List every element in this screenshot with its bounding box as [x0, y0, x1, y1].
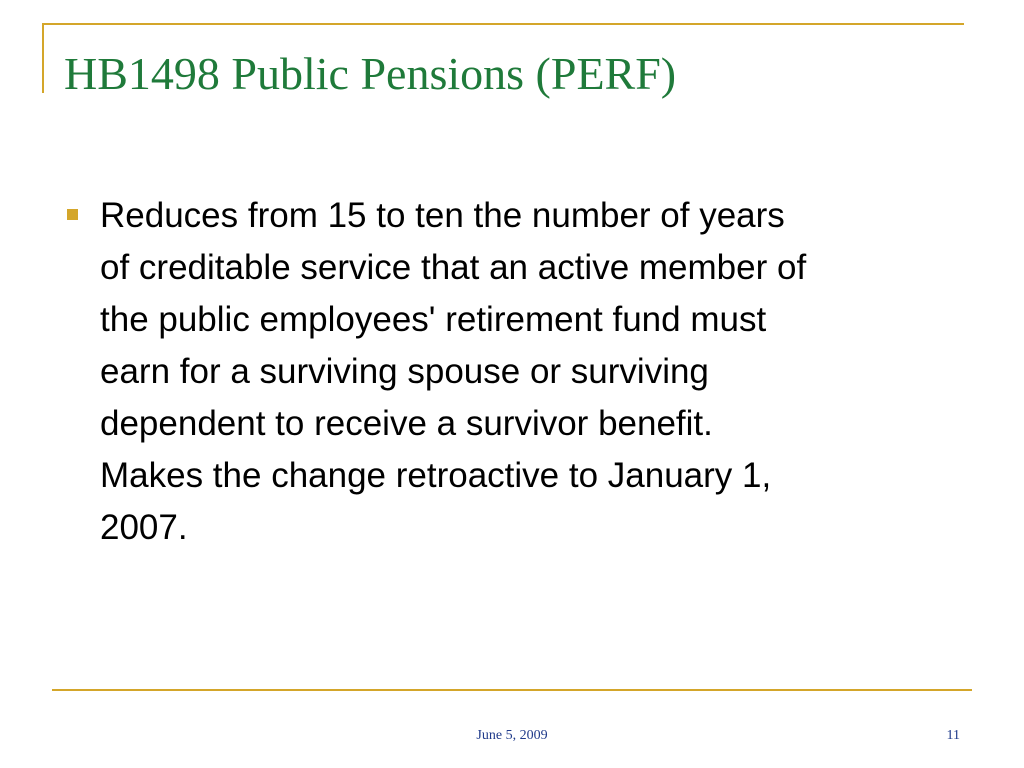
bullet-list: [62, 190, 972, 554]
bullet-line: the public employees' retirement fund must: [100, 300, 767, 339]
slide-title: HB1498 Public Pensions (PERF): [64, 48, 677, 99]
top-rule: [42, 23, 964, 25]
footer-date: June 5, 2009: [476, 728, 548, 743]
left-rule: [42, 23, 44, 93]
bullet-line: of creditable service that an active member of: [100, 248, 807, 287]
bullet-line: Makes the change retroactive to January 1,: [100, 456, 772, 495]
square-bullet-icon: [67, 209, 78, 220]
bullet-item: [62, 190, 972, 554]
bullet-line: dependent to receive a survivor benefit.: [100, 404, 713, 443]
bullet-line: 2007.: [100, 508, 188, 547]
bullet-line: Reduces from 15 to ten the number of years: [100, 196, 785, 235]
bullet-line: earn for a surviving spouse or surviving: [100, 352, 709, 391]
page-number: 11: [946, 728, 960, 743]
footer-rule: [52, 689, 972, 691]
